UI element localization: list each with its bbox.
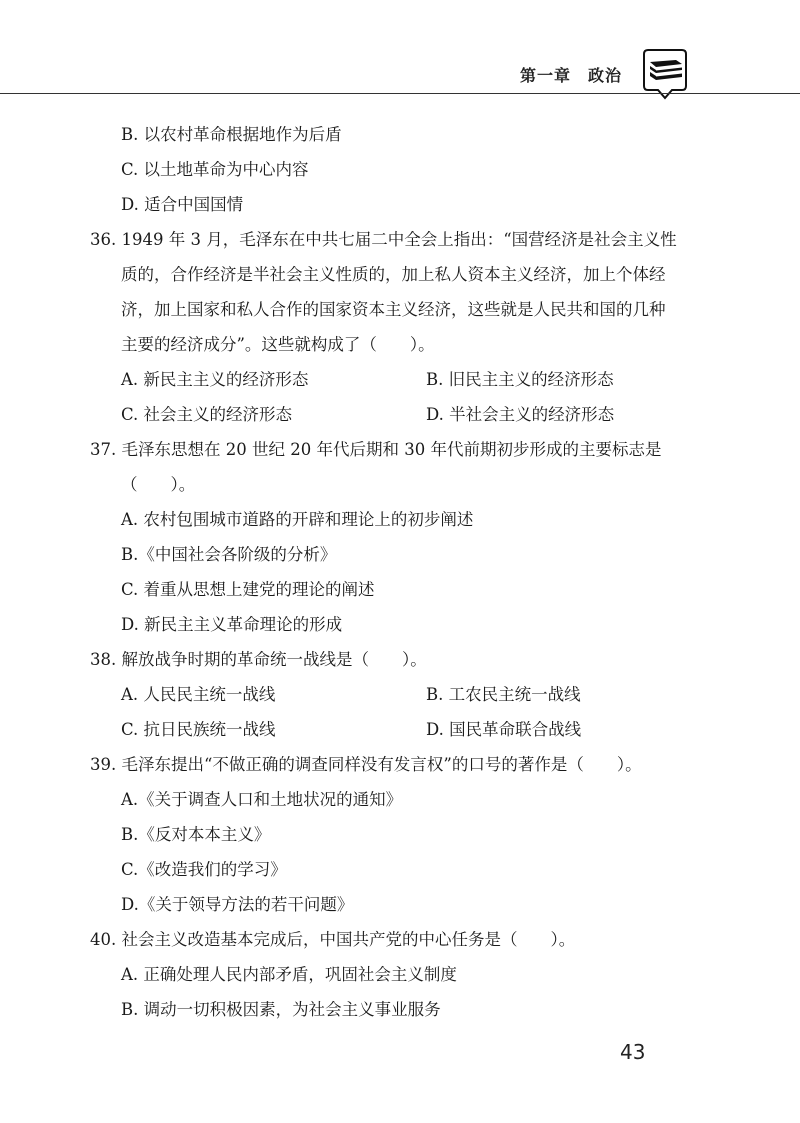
q40-stem: 40. 社会主义改造基本完成后，中国共产党的中心任务是（ ）。 [90, 930, 576, 949]
q36-options-row1 [90, 362, 690, 397]
q38-stem: 38. 解放战争时期的革命统一战线是（ ）。 [90, 650, 427, 669]
q36-stem-line4: 主要的经济成分”。这些就构成了（ ）。 [121, 335, 435, 354]
q36-option-b: B. 旧民主主义的经济形态 [426, 370, 614, 389]
q37-option-c: C. 着重从思想上建党的理论的阐述 [121, 580, 375, 599]
q36-stem-line3: 济，加上国家和私人合作的国家资本主义经济，这些就是人民共和国的几种 [121, 300, 666, 319]
q35-option-d: D. 适合中国国情 [121, 195, 244, 214]
q36-option-a: A. 新民主主义的经济形态 [121, 370, 309, 389]
q35-option-c: C. 以土地革命为中心内容 [121, 160, 309, 179]
q39-option-d: D.《关于领导方法的若干问题》 [121, 895, 354, 914]
q36-stem-line1: 36. 1949 年 3 月，毛泽东在中共七届二中全会上指出：“国营经济是社会主义性 [90, 230, 677, 249]
q38-option-b: B. 工农民主统一战线 [426, 685, 581, 704]
q37-option-b: B.《中国社会各阶级的分析》 [121, 545, 337, 564]
q36-option-d: D. 半社会主义的经济形态 [426, 405, 615, 424]
q35-option-b: B. 以农村革命根据地作为后盾 [121, 125, 342, 144]
q38-options-row1 [90, 677, 690, 712]
question-content [90, 117, 690, 1027]
q36-options-row2 [90, 397, 690, 432]
q38-option-d: D. 国民革命联合战线 [426, 720, 582, 739]
q37-stem-line1: 37. 毛泽东思想在 20 世纪 20 年代后期和 30 年代前期初步形成的主要标志是 [90, 440, 662, 459]
q37-option-d: D. 新民主主义革命理论的形成 [121, 615, 343, 634]
q36-option-c: C. 社会主义的经济形态 [121, 405, 293, 424]
q40-option-b: B. 调动一切积极因素，为社会主义事业服务 [121, 1000, 441, 1019]
q37-option-a: A. 农村包围城市道路的开辟和理论上的初步阐述 [121, 510, 474, 529]
q37-stem-line2: （ ）。 [121, 475, 196, 494]
q39-option-a: A.《关于调查人口和土地状况的通知》 [121, 790, 403, 809]
q40-option-a: A. 正确处理人民内部矛盾，巩固社会主义制度 [121, 965, 457, 984]
q38-option-a: A. 人民民主统一战线 [121, 685, 276, 704]
q36-stem-line2: 质的，合作经济是半社会主义性质的，加上私人资本主义经济，加上个体经 [121, 265, 666, 284]
chapter-title: 第一章 政治 [519, 66, 622, 85]
q39-stem: 39. 毛泽东提出“不做正确的调查同样没有发言权”的口号的著作是（ ）。 [90, 755, 642, 774]
q38-options-row2 [90, 712, 690, 747]
q39-option-b: B.《反对本本主义》 [121, 825, 271, 844]
page-number: 43 [620, 1040, 646, 1064]
q38-option-c: C. 抗日民族统一战线 [121, 720, 276, 739]
page-header [0, 0, 800, 100]
q39-option-c: C.《改造我们的学习》 [121, 860, 287, 879]
header-divider [0, 93, 800, 94]
